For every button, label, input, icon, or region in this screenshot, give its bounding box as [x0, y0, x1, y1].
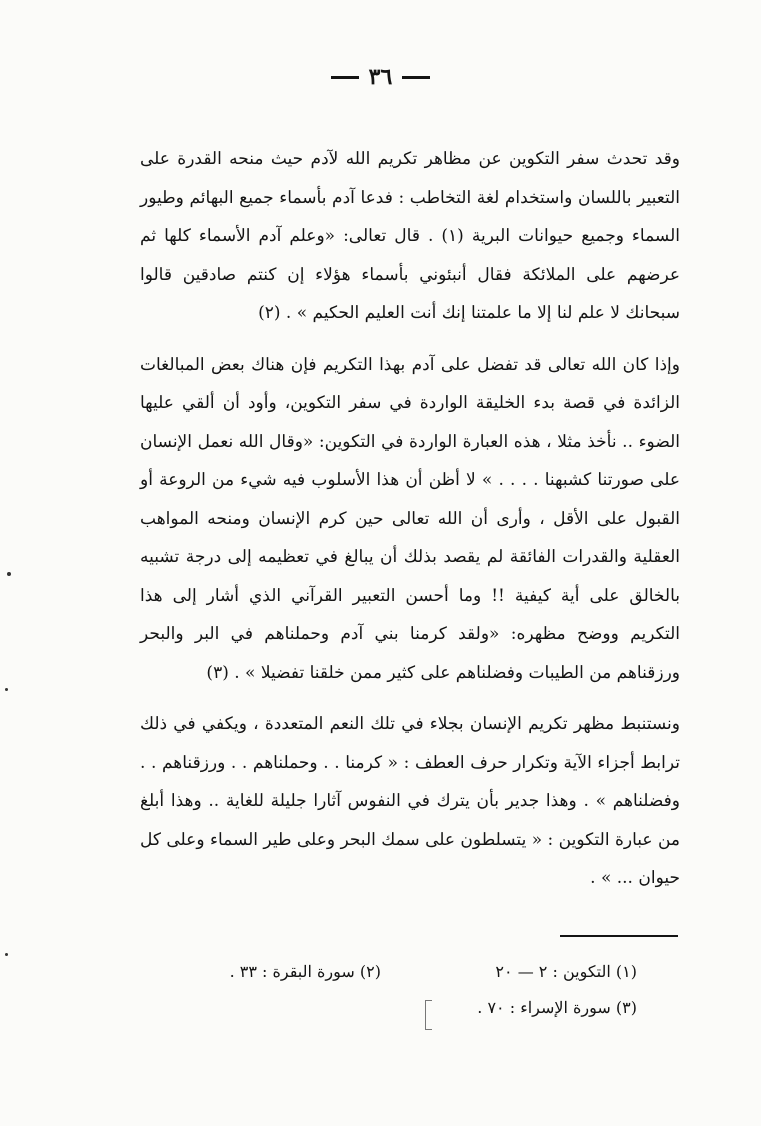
paragraph-1: وقد تحدث سفر التكوين عن مظاهر تكريم الله لآدم حيث منحه القدرة على التعبير باللسان واستخدام لغة التخاطب : فدعا آدم بأسماء جميع البهائم وطيور السماء وجميع حيوانات البرية (١) . قال تعالى: «وعلم آدم الأسماء كلها ثم عرضهم على الملائكة فقال أنبئوني بأسماء هؤلاء إن كنتم صادقين قالوا سبحانك لا علم لنا إلا ما علمتنا إنك أنت العليم الحكيم » . (٢) [140, 149, 681, 323]
footnote-separator [560, 935, 678, 937]
footnote-3: (٣) سورة الإسراء : ٧٠ . [477, 998, 637, 1017]
scan-speck [7, 572, 11, 576]
scan-bracket-mark [425, 1000, 432, 1030]
footnote-2: (٢) سورة البقرة : ٣٣ . [229, 962, 381, 981]
paragraph-2: وإذا كان الله تعالى قد تفضل على آدم بهذا التكريم فإن هناك بعض المبالغات الزائدة في قصة بدء الخليقة الواردة في سفر التكوين، وأود أن ألقي عليها الضوء .. نأخذ مثلا ، هذه العبارة الواردة في التكوين: «وقال الله نعمل الإنسان على صورتنا كشبهنا . . . . » لا أظن أن هذا الأسلوب فيه شيء من الروعة أو القبول على الأقل ، وأرى أن الله تعالى حين كرم الإنسان ومنحه المواهب العقلية والقدرات الفائقة لم يقصد بذلك أن يبالغ في تعظيمه إلى درجة تشبيه بالخالق على أية كيفية !! وما أحسن التعبير القرآني الذي أشار إلى هذا التكريم ووضح مظهره: «ولقد كرمنا بني آدم وحملناهم في البر والبحر ورزقناهم من الطيبات وفضلناهم على كثير ممن خلقنا تفضيلا » . (٣) [140, 354, 680, 683]
paragraph-3: ونستنبط مظهر تكريم الإنسان بجلاء في تلك النعم المتعددة ، ويكفي في ذلك ترابط أجزاء الآية وتكرار حرف العطف : « كرمنا . . وحملناهم . . ورزقناهم . . وفضلناهم » . وهذا جدير بأن يترك في النفوس آثارا جليلة للغاية .. وهذا أبلغ من عبارة التكوين : « يتسلطون على سمك البحر وعلى طير السماء وعلى كل حيوان ... » . [140, 714, 680, 888]
header-dash-left [331, 76, 359, 79]
page-number: ٣٦ [368, 64, 393, 90]
page-body [140, 140, 680, 911]
scan-speck [5, 688, 8, 691]
page-header [0, 64, 761, 90]
footnote-1: (١) التكوين : ٢ — ٢٠ [495, 962, 637, 981]
header-dash-right [402, 76, 430, 79]
scan-speck [5, 953, 8, 956]
